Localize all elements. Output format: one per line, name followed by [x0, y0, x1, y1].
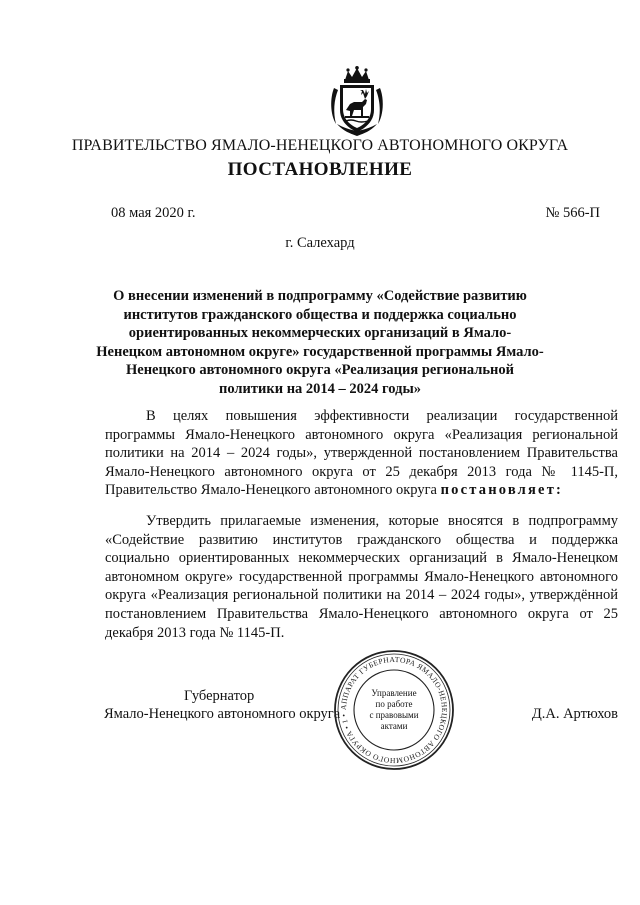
- body-paragraph-2: Утвердить прилагаемые изменения, которые вносятся в подпрограмму «Содействие развитию институтов гражданского общества и поддержка социально ориентированных некоммерческих организаций в Ямало-Ненецком автономном округе» государственной программы Ямало-Ненецкого автономного округа «Реализация региональной политики на 2014 – 2024 годы», утверждённой постановлением Правительства Ямало-Ненецкого автономного округа от 25 декабря 2013 года № 1145-П.: [105, 513, 618, 641]
- resolution-keyword: постановляет:: [440, 482, 564, 499]
- body-paragraph-1-text: В целях повышения эффективности реализации государственной программы Ямало-Ненецкого автономного округа «Реализация региональной политики на 2014 – 2024 годы», утвержденной постановлением Правительства Ямало-Ненецкого автономного округа от 25 декабря 2013 года № 1145-П, Правительство Ямало-Ненецкого автономного округа: [105, 408, 618, 499]
- document-type: ПОСТАНОВЛЕНИЕ: [227, 159, 413, 180]
- document-city: г. Салехард: [285, 235, 355, 251]
- stamp-center-line-2: по работе: [375, 699, 413, 709]
- document-subject: О внесении изменений в подпрограмму «Содействие развитию институтов гражданского общества и поддержка социально ориентированных некоммерческих организаций в Ямало-Ненецком автономном округе» государственной программы Ямало-Ненецкого автономного округа «Реализация региональной политики на 2014 – 2024 годы»: [96, 288, 544, 397]
- stamp-ring-text: АППАРАТ ГУБЕРНАТОРА ЯМАЛО-НЕНЕЦКОГО АВТОНОМНОГО ОКРУГА • 1 •: [338, 654, 450, 766]
- document-number: № 566-П: [545, 205, 600, 221]
- stamp-center-line-3: с правовыми: [369, 710, 419, 720]
- stamp-center-line-4: актами: [380, 721, 408, 731]
- signatory-name: Д.А. Артюхов: [531, 706, 618, 722]
- official-stamp: [332, 648, 456, 772]
- document-date: 08 мая 2020 г.: [111, 205, 196, 221]
- government-title: ПРАВИТЕЛЬСТВО ЯМАЛО-НЕНЕЦКОГО АВТОНОМНОГО ОКРУГА: [71, 137, 569, 154]
- body-paragraph-1: [105, 407, 618, 500]
- yamal-nenets-coat-of-arms-icon: [328, 66, 386, 138]
- stamp-center-line-1: Управление: [371, 688, 417, 698]
- signatory-region: Ямало-Ненецкого автономного округа: [104, 706, 341, 722]
- signatory-title: Губернатор: [184, 688, 255, 704]
